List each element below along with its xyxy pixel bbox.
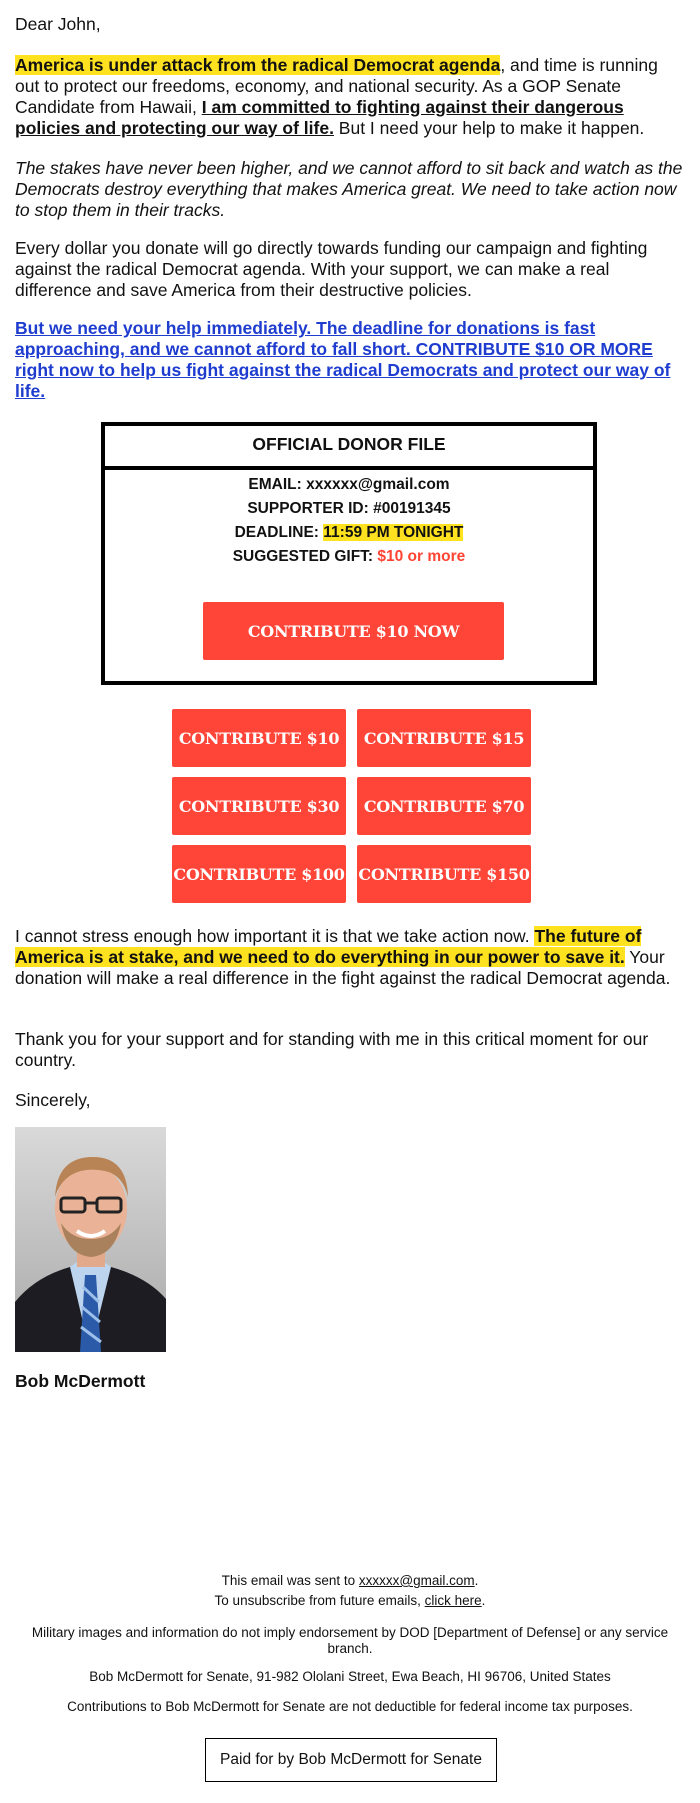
- donor-deadline-row: [105, 521, 593, 545]
- footer-military-disclaimer: Military images and information do not imply endorsement by DOD [Department of Defense] or any service branch.: [31, 1625, 669, 1656]
- donor-gift-row: [105, 545, 593, 569]
- highlight-future: The future of America is at stake, and we need to do everything in our power to save it.: [15, 926, 642, 967]
- paragraph-5: [15, 926, 690, 989]
- paragraph-1: [15, 55, 685, 139]
- contribute-10-button[interactable]: CONTRIBUTE $10: [172, 709, 346, 767]
- paragraph-5-text-b: Your donation will make a real difference in the fight against the radical Democrat agenda.: [15, 947, 671, 988]
- contribute-15-button[interactable]: CONTRIBUTE $15: [357, 709, 531, 767]
- donor-supporter-row: [105, 497, 593, 521]
- footer-sent-prefix: This email was sent to: [221, 1573, 359, 1588]
- footer-unsub-suffix: .: [481, 1593, 486, 1608]
- paragraph-1-text-a: , and time is running out to protect our freedoms, economy, and national security. As a GOP Senate Candidate from Hawaii,: [15, 55, 658, 117]
- unsubscribe-link[interactable]: click here: [424, 1593, 482, 1608]
- footer-unsub-prefix: To unsubscribe from future emails,: [214, 1593, 425, 1608]
- contribute-10-now-button[interactable]: CONTRIBUTE $10 NOW: [203, 602, 504, 660]
- donor-email-label: EMAIL:: [248, 476, 302, 493]
- donor-file-title: OFFICIAL DONOR FILE: [105, 426, 593, 470]
- signer-name: Bob McDermott: [15, 1371, 146, 1391]
- closing: Sincerely,: [15, 1090, 91, 1110]
- donor-file-box: [101, 422, 597, 685]
- contribute-100-button[interactable]: CONTRIBUTE $100: [172, 845, 346, 903]
- suggested-gift-label: SUGGESTED GIFT:: [232, 548, 374, 565]
- donor-file-details: [105, 470, 593, 569]
- paid-for-box: Paid for by Bob McDermott for Senate: [205, 1738, 497, 1782]
- highlight-attack: America is under attack from the radical Democrat agenda: [15, 55, 501, 75]
- donor-email-value: xxxxxx@gmail.com: [306, 476, 450, 493]
- contribute-link[interactable]: But we need your help immediately. The deadline for donations is fast approaching, and we cannot afford to fall short. CONTRIBUTE $10 OR MORE right now to help us fight against the radical Democrats and protect our way of life.: [15, 318, 671, 401]
- paragraph-6: Thank you for your support and for standing with me in this critical moment for our country.: [15, 1029, 649, 1070]
- candidate-photo: [15, 1127, 166, 1352]
- paragraph-5-text-a: I cannot stress enough how important it is that we take action now.: [15, 926, 535, 946]
- footer-sent-to: [0, 1573, 700, 1589]
- suggested-gift-value: $10 or more: [377, 548, 466, 565]
- deadline-value: 11:59 PM TONIGHT: [323, 524, 464, 541]
- footer-unsubscribe: [0, 1593, 700, 1609]
- paragraph-4: [15, 318, 685, 402]
- paragraph-2: The stakes have never been higher, and we cannot afford to sit back and watch as the Democrats destroy everything that makes America great. We need to take action now to stop them in their tracks.: [15, 158, 683, 220]
- footer-sent-suffix: .: [474, 1573, 479, 1588]
- deadline-label: DEADLINE:: [234, 524, 319, 541]
- donor-email-row: [105, 473, 593, 497]
- greeting: Dear John,: [15, 14, 101, 34]
- footer-tax-disclaimer: Contributions to Bob McDermott for Senate are not deductible for federal income tax purposes.: [67, 1699, 633, 1714]
- contribute-70-button[interactable]: CONTRIBUTE $70: [357, 777, 531, 835]
- footer-address: Bob McDermott for Senate, 91-982 Ololani Street, Ewa Beach, HI 96706, United States: [89, 1669, 611, 1684]
- commitment-underline: I am committed to fighting against their dangerous policies and protecting our way of life.: [15, 97, 624, 138]
- supporter-id-value: #00191345: [373, 500, 451, 517]
- contribute-30-button[interactable]: CONTRIBUTE $30: [172, 777, 346, 835]
- portrait-image: [15, 1127, 166, 1352]
- paragraph-3: Every dollar you donate will go directly towards funding our campaign and fighting against the radical Democrat agenda. With your support, we can make a real difference and save America from their destructive policies.: [15, 238, 648, 300]
- paragraph-1-text-b: But I need your help to make it happen.: [333, 118, 645, 138]
- supporter-id-label: SUPPORTER ID:: [247, 500, 369, 517]
- footer-email-link[interactable]: xxxxxx@gmail.com: [358, 1573, 475, 1588]
- contribute-150-button[interactable]: CONTRIBUTE $150: [357, 845, 531, 903]
